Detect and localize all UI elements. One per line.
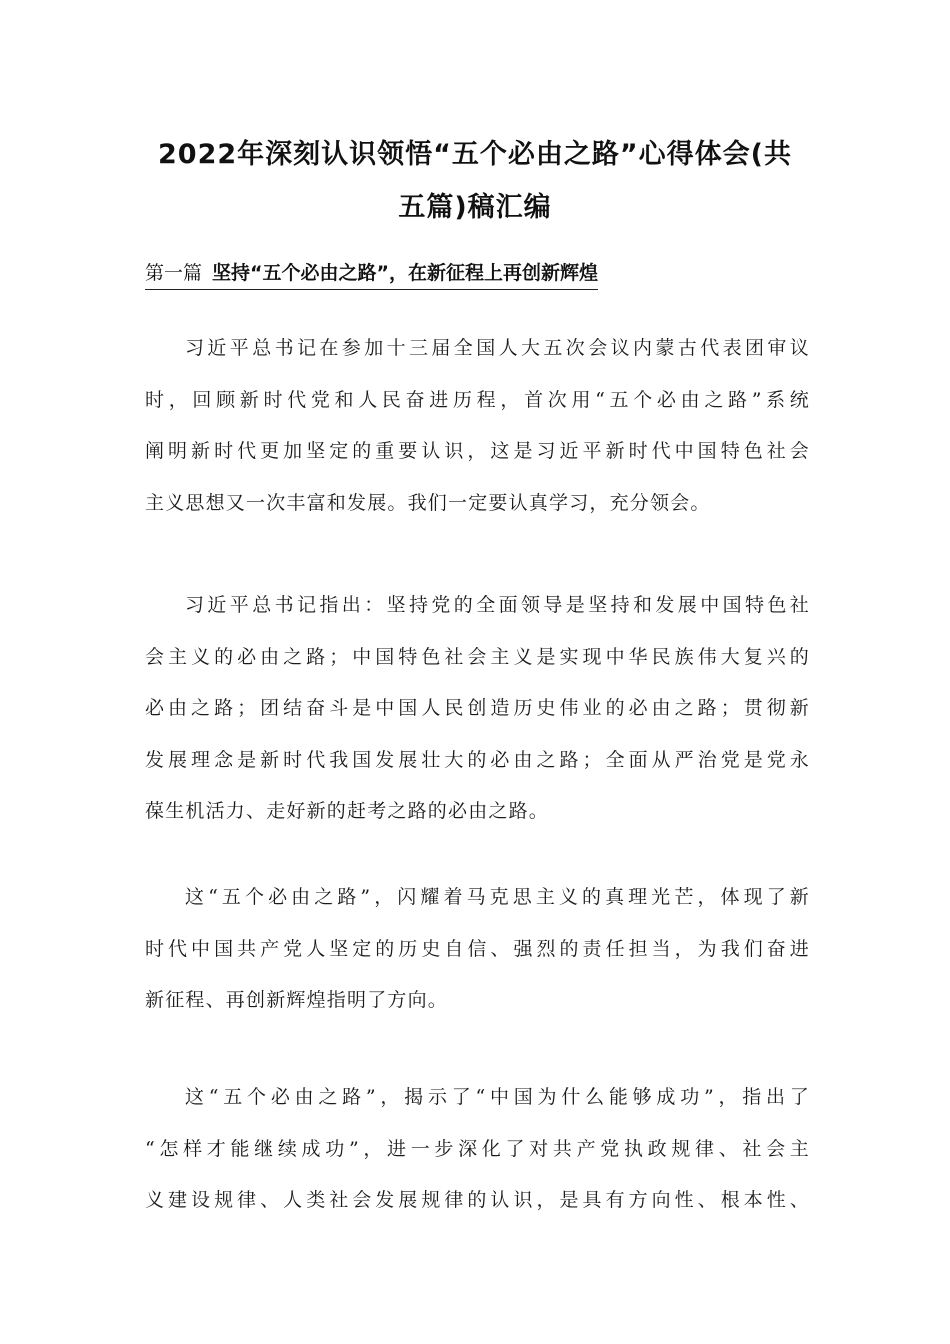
paragraph-line: 习近平总书记在参加十三届全国人大五次会议内蒙古代表团审议 — [185, 337, 810, 359]
section-heading — [145, 258, 598, 290]
section-number: 第一篇 — [145, 262, 203, 284]
title-line: 2022年深刻认识领悟“五个必由之路”心得体会(共 — [158, 139, 792, 170]
paragraph-line: 新征程、再创新辉煌指明了方向。 — [145, 989, 449, 1011]
section-heading-text: 坚持“五个必由之路”，在新征程上再创新辉煌 — [212, 262, 598, 284]
paragraph-line: 会主义的必由之路；中国特色社会主义是实现中华民族伟大复兴的 — [145, 645, 810, 668]
document-title — [140, 128, 810, 234]
title-line: 五篇)稿汇编 — [398, 192, 552, 223]
paragraph-line: 习近平总书记指出：坚持党的全面领导是坚持和发展中国特色社 — [185, 594, 810, 616]
paragraph-line: 时，回顾新时代党和人民奋进历程，首次用“五个必由之路”系统 — [145, 388, 810, 411]
paragraph-2 — [145, 580, 810, 838]
paragraph-line: 主义思想又一次丰富和发展。我们一定要认真学习，充分领会。 — [145, 491, 711, 514]
paragraph-3 — [145, 872, 810, 1027]
paragraph-1 — [145, 323, 810, 529]
paragraph-line: 时代中国共产党人坚定的历史自信、强烈的责任担当，为我们奋进 — [145, 937, 810, 960]
paragraph-line: 发展理念是新时代我国发展壮大的必由之路；全面从严治党是党永 — [145, 748, 810, 771]
paragraph-line: 义建设规律、人类社会发展规律的认识，是具有方向性、根本性、 — [145, 1189, 810, 1211]
paragraph-4 — [145, 1072, 810, 1227]
paragraph-line: 阐明新时代更加坚定的重要认识，这是习近平新时代中国特色社会 — [145, 440, 810, 462]
paragraph-line: 这“五个必由之路”，揭示了“中国为什么能够成功”，指出了 — [185, 1086, 810, 1108]
paragraph-line: 葆生机活力、走好新的赶考之路的必由之路。 — [145, 800, 550, 822]
paragraph-line: “怎样才能继续成功”，进一步深化了对共产党执政规律、社会主 — [145, 1137, 810, 1160]
paragraph-line: 这“五个必由之路”，闪耀着马克思主义的真理光芒，体现了新 — [185, 886, 810, 908]
paragraph-line: 必由之路；团结奋斗是中国人民创造历史伟业的必由之路；贯彻新 — [145, 697, 810, 719]
